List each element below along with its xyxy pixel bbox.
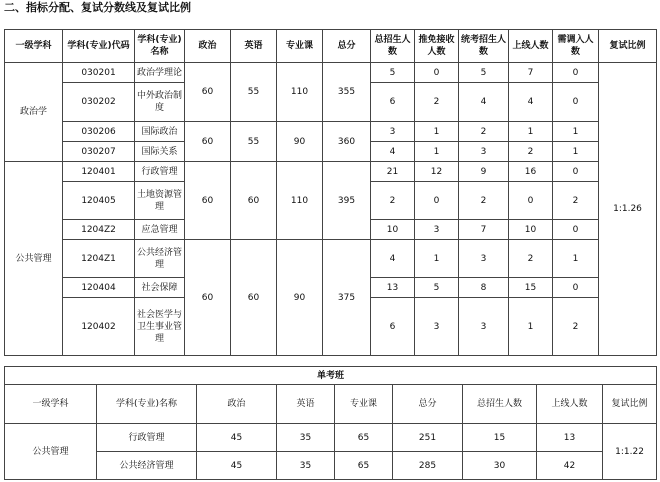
code-cell: 030207 xyxy=(63,142,135,162)
major-course-cell: 90 xyxy=(277,240,323,356)
header-ratio: 复试比例 xyxy=(603,385,657,424)
code-cell: 1204Z2 xyxy=(63,220,135,240)
politics-cell: 60 xyxy=(185,63,231,122)
adjust-cell: 2 xyxy=(553,182,599,220)
major-course-cell: 110 xyxy=(277,162,323,240)
band-title: 单考班 xyxy=(5,367,657,385)
unified-cell: 9 xyxy=(459,162,509,182)
online-cell: 7 xyxy=(509,63,553,83)
major-cell: 应急管理 xyxy=(135,220,185,240)
header-discipline: 一级学科 xyxy=(5,385,97,424)
english-cell: 35 xyxy=(277,424,335,452)
major-cell: 政治学理论 xyxy=(135,63,185,83)
ratio-cell: 1:1.26 xyxy=(599,63,657,356)
major-course-cell: 110 xyxy=(277,63,323,122)
total-enroll-cell: 13 xyxy=(371,278,415,298)
unified-cell: 4 xyxy=(459,83,509,122)
total-enroll-cell: 3 xyxy=(371,122,415,142)
header-online: 上线人数 xyxy=(509,30,553,63)
exempt-cell: 1 xyxy=(415,122,459,142)
major-cell: 土地资源管理 xyxy=(135,182,185,220)
header-total-enroll: 总招生人数 xyxy=(463,385,537,424)
header-major-course: 专业课 xyxy=(335,385,393,424)
major-cell: 公共经济管理 xyxy=(135,240,185,278)
discipline-cell: 公共管理 xyxy=(5,162,63,356)
header-ratio: 复试比例 xyxy=(599,30,657,63)
major-cell: 社会医学与卫生事业管理 xyxy=(135,298,185,356)
exempt-cell: 1 xyxy=(415,142,459,162)
header-english: 英语 xyxy=(231,30,277,63)
total-enroll-cell: 4 xyxy=(371,240,415,278)
adjust-cell: 0 xyxy=(553,220,599,240)
major-cell: 国际政治 xyxy=(135,122,185,142)
english-cell: 55 xyxy=(231,122,277,162)
exempt-cell: 12 xyxy=(415,162,459,182)
adjust-cell: 1 xyxy=(553,142,599,162)
online-cell: 16 xyxy=(509,162,553,182)
header-politics: 政治 xyxy=(197,385,277,424)
header-discipline: 一级学科 xyxy=(5,30,63,63)
discipline-cell: 公共管理 xyxy=(5,424,97,480)
unified-cell: 3 xyxy=(459,142,509,162)
exempt-cell: 2 xyxy=(415,83,459,122)
code-cell: 030201 xyxy=(63,63,135,83)
code-cell: 1204Z1 xyxy=(63,240,135,278)
online-cell: 2 xyxy=(509,240,553,278)
exempt-cell: 0 xyxy=(415,182,459,220)
online-cell: 4 xyxy=(509,83,553,122)
politics-cell: 60 xyxy=(185,122,231,162)
unified-cell: 7 xyxy=(459,220,509,240)
english-cell: 55 xyxy=(231,63,277,122)
politics-cell: 60 xyxy=(185,162,231,240)
band-row xyxy=(5,367,657,385)
online-cell: 1 xyxy=(509,298,553,356)
adjust-cell: 0 xyxy=(553,63,599,83)
online-cell: 13 xyxy=(537,424,603,452)
total-cell: 360 xyxy=(323,122,371,162)
unified-cell: 3 xyxy=(459,298,509,356)
total-enroll-cell: 6 xyxy=(371,298,415,356)
table-header-row xyxy=(5,385,657,424)
single-exam-table xyxy=(4,366,657,480)
discipline-cell: 政治学 xyxy=(5,63,63,162)
unified-cell: 3 xyxy=(459,240,509,278)
politics-cell: 60 xyxy=(185,240,231,356)
header-major: 学科(专业)名称 xyxy=(97,385,197,424)
exempt-cell: 5 xyxy=(415,278,459,298)
exempt-cell: 3 xyxy=(415,298,459,356)
total-cell: 395 xyxy=(323,162,371,240)
quota-table xyxy=(4,29,657,356)
header-english: 英语 xyxy=(277,385,335,424)
code-cell: 030202 xyxy=(63,83,135,122)
header-major: 学科(专业)名称 xyxy=(135,30,185,63)
header-code: 学科(专业)代码 xyxy=(63,30,135,63)
english-cell: 60 xyxy=(231,162,277,240)
total-enroll-cell: 4 xyxy=(371,142,415,162)
section-heading: 二、指标分配、复试分数线及复试比例 xyxy=(4,1,191,14)
total-cell: 285 xyxy=(393,452,463,480)
adjust-cell: 1 xyxy=(553,122,599,142)
table-row xyxy=(5,63,657,83)
header-exempt: 推免接收人数 xyxy=(415,30,459,63)
online-cell: 2 xyxy=(509,142,553,162)
total-enroll-cell: 2 xyxy=(371,182,415,220)
table-row xyxy=(5,162,657,182)
code-cell: 120405 xyxy=(63,182,135,220)
online-cell: 10 xyxy=(509,220,553,240)
total-enroll-cell: 10 xyxy=(371,220,415,240)
major-cell: 行政管理 xyxy=(97,424,197,452)
unified-cell: 2 xyxy=(459,182,509,220)
table-row xyxy=(5,452,657,480)
total-enroll-cell: 6 xyxy=(371,83,415,122)
total-cell: 355 xyxy=(323,63,371,122)
english-cell: 35 xyxy=(277,452,335,480)
table-row xyxy=(5,240,657,278)
politics-cell: 45 xyxy=(197,452,277,480)
table-row xyxy=(5,424,657,452)
major-course-cell: 90 xyxy=(277,122,323,162)
online-cell: 1 xyxy=(509,122,553,142)
header-politics: 政治 xyxy=(185,30,231,63)
adjust-cell: 0 xyxy=(553,83,599,122)
table-header-row xyxy=(5,30,657,63)
major-cell: 公共经济管理 xyxy=(97,452,197,480)
total-enroll-cell: 30 xyxy=(463,452,537,480)
total-cell: 251 xyxy=(393,424,463,452)
header-online: 上线人数 xyxy=(537,385,603,424)
major-cell: 行政管理 xyxy=(135,162,185,182)
total-enroll-cell: 5 xyxy=(371,63,415,83)
code-cell: 030206 xyxy=(63,122,135,142)
exempt-cell: 1 xyxy=(415,240,459,278)
major-cell: 国际关系 xyxy=(135,142,185,162)
major-course-cell: 65 xyxy=(335,452,393,480)
adjust-cell: 2 xyxy=(553,298,599,356)
exempt-cell: 3 xyxy=(415,220,459,240)
adjust-cell: 0 xyxy=(553,278,599,298)
total-enroll-cell: 21 xyxy=(371,162,415,182)
major-cell: 社会保障 xyxy=(135,278,185,298)
ratio-cell: 1:1.22 xyxy=(603,424,657,480)
major-cell: 中外政治制度 xyxy=(135,83,185,122)
politics-cell: 45 xyxy=(197,424,277,452)
code-cell: 120401 xyxy=(63,162,135,182)
code-cell: 120404 xyxy=(63,278,135,298)
header-unified: 统考招生人数 xyxy=(459,30,509,63)
header-major-course: 专业课 xyxy=(277,30,323,63)
table-row xyxy=(5,122,657,142)
total-cell: 375 xyxy=(323,240,371,356)
header-total-enroll: 总招生人数 xyxy=(371,30,415,63)
unified-cell: 8 xyxy=(459,278,509,298)
adjust-cell: 1 xyxy=(553,240,599,278)
online-cell: 15 xyxy=(509,278,553,298)
online-cell: 0 xyxy=(509,182,553,220)
code-cell: 120402 xyxy=(63,298,135,356)
online-cell: 42 xyxy=(537,452,603,480)
header-total: 总分 xyxy=(323,30,371,63)
header-total: 总分 xyxy=(393,385,463,424)
english-cell: 60 xyxy=(231,240,277,356)
header-adjust: 需调入人数 xyxy=(553,30,599,63)
major-course-cell: 65 xyxy=(335,424,393,452)
total-enroll-cell: 15 xyxy=(463,424,537,452)
unified-cell: 5 xyxy=(459,63,509,83)
unified-cell: 2 xyxy=(459,122,509,142)
exempt-cell: 0 xyxy=(415,63,459,83)
adjust-cell: 0 xyxy=(553,162,599,182)
